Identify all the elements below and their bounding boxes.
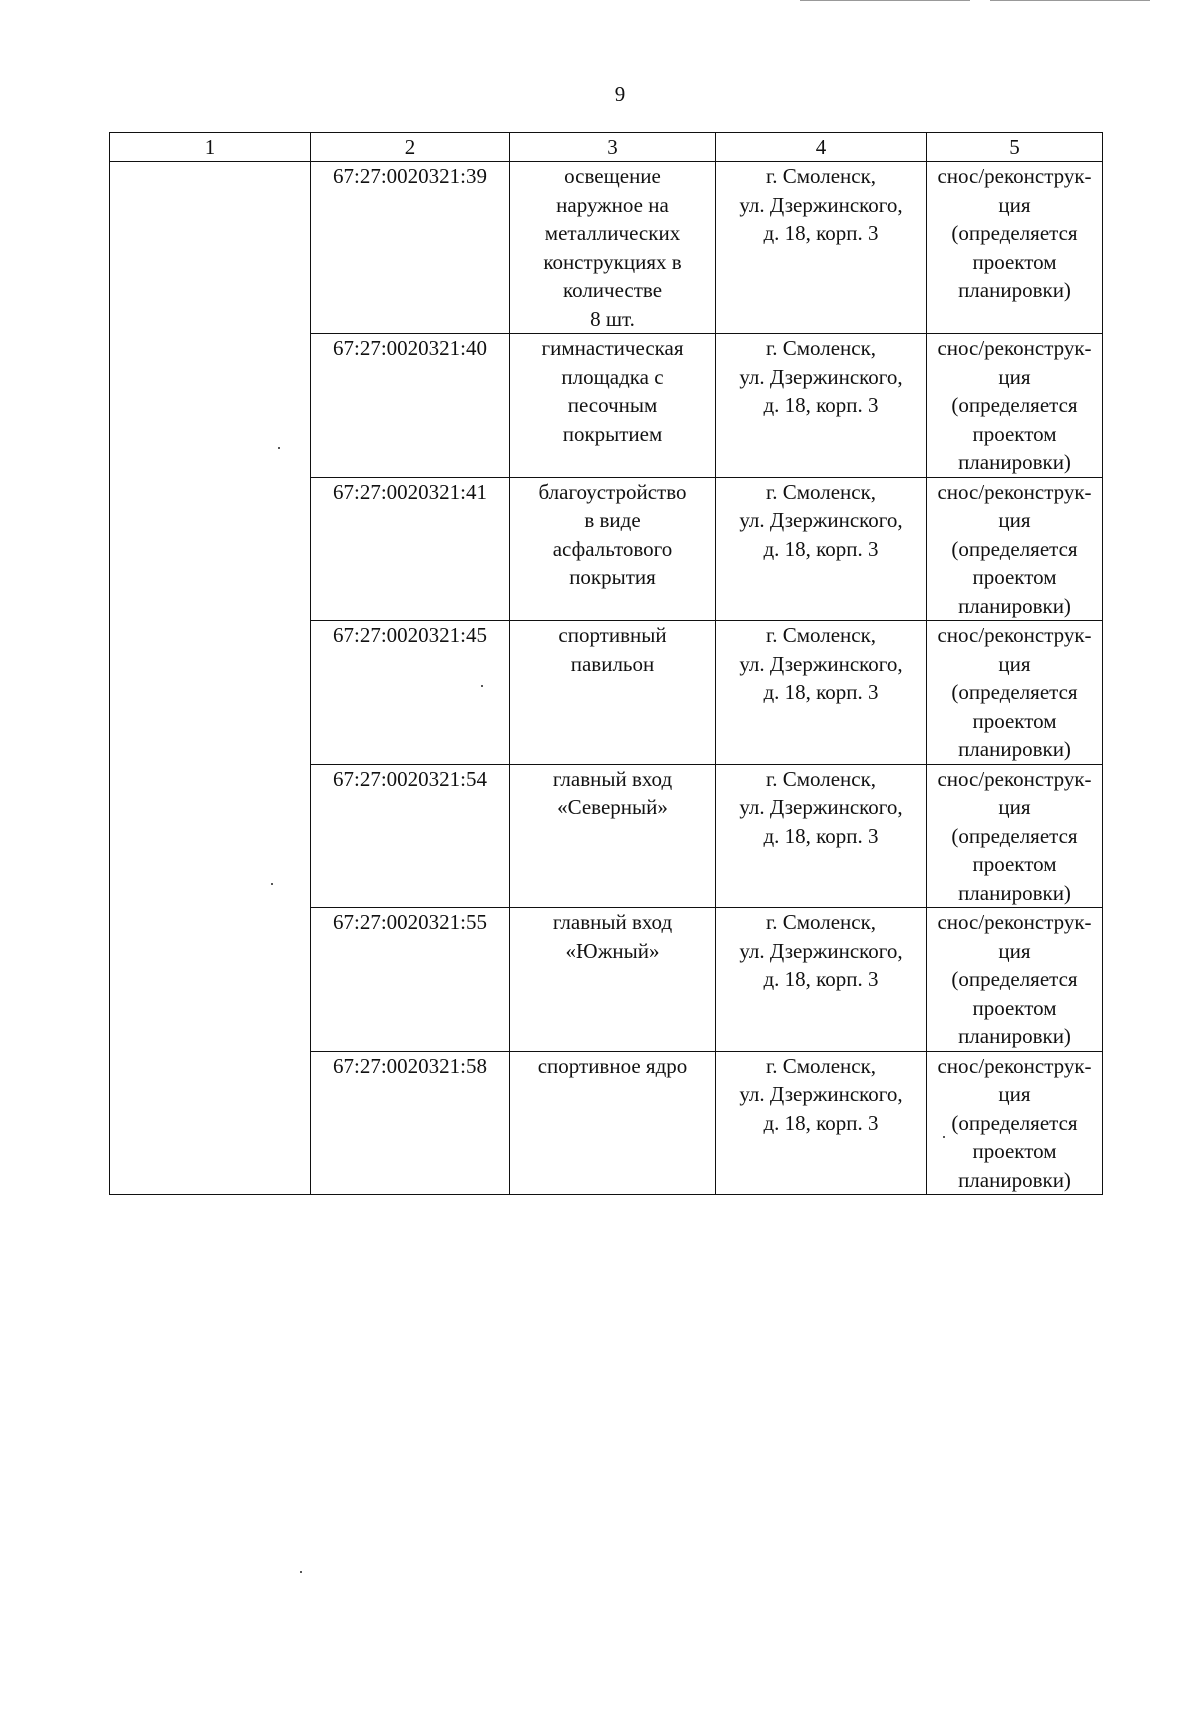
table-row xyxy=(110,162,1103,334)
column-header-4: 4 xyxy=(716,133,927,162)
page-number: 9 xyxy=(614,82,626,106)
cadastral-number-cell: 67:27:0020321:54 xyxy=(311,764,510,908)
scan-top-rule-left xyxy=(800,0,970,1)
action-cell xyxy=(927,1051,1103,1195)
action-cell xyxy=(927,477,1103,621)
column-header-2: 2 xyxy=(311,133,510,162)
column-header-1: 1 xyxy=(110,133,311,162)
cadastral-number-cell: 67:27:0020321:41 xyxy=(311,477,510,621)
action: снос/реконструк- ция (определяется проектом планировки) xyxy=(937,1053,1092,1192)
address: г. Смоленск, ул. Дзержинского, д. 18, корп. 3 xyxy=(739,910,903,991)
action: снос/реконструк- ция (определяется проектом планировки) xyxy=(937,910,1092,1048)
object-name: освещение наружное на металлических конструкциях в количестве 8 шт. xyxy=(543,164,682,331)
object-name: спортивный павильон xyxy=(558,623,667,676)
object-name-cell xyxy=(510,1051,716,1195)
address-cell xyxy=(716,621,927,765)
address-cell xyxy=(716,334,927,478)
action: снос/реконструк- ция (определяется проектом планировки) xyxy=(937,164,1092,302)
action-cell xyxy=(927,162,1103,334)
address: г. Смоленск, ул. Дзержинского, д. 18, корп. 3 xyxy=(739,623,903,704)
cadastral-number-cell: 67:27:0020321:39 xyxy=(311,162,510,334)
object-name-cell xyxy=(510,621,716,765)
action: снос/реконструк- ция (определяется проектом планировки) xyxy=(937,766,1092,905)
address-cell xyxy=(716,162,927,334)
group-cell xyxy=(110,162,311,1195)
address: г. Смоленск, ул. Дзержинского, д. 18, корп. 3 xyxy=(739,1053,903,1135)
address-cell xyxy=(716,477,927,621)
object-name: главный вход «Северный» xyxy=(552,766,673,819)
action-cell xyxy=(927,621,1103,765)
scan-speck xyxy=(278,447,280,449)
object-name-cell xyxy=(510,162,716,334)
action: снос/реконструк- ция (определяется проектом планировки) xyxy=(937,336,1092,474)
address-cell xyxy=(716,908,927,1052)
address: г. Смоленск, ул. Дзержинского, д. 18, корп. 3 xyxy=(739,164,903,245)
object-name: спортивное ядро xyxy=(537,1053,688,1078)
cadastral-number-cell: 67:27:0020321:40 xyxy=(311,334,510,478)
cadastral-number-cell: 67:27:0020321:58 xyxy=(311,1051,510,1195)
column-header-5: 5 xyxy=(927,133,1103,162)
object-name: главный вход «Южный» xyxy=(552,910,673,963)
action: снос/реконструк- ция (определяется проектом планировки) xyxy=(937,479,1092,618)
object-name-cell xyxy=(510,908,716,1052)
cadastral-number-cell: 67:27:0020321:55 xyxy=(311,908,510,1052)
object-name-cell xyxy=(510,334,716,478)
cadastral-number-cell: 67:27:0020321:45 xyxy=(311,621,510,765)
action: снос/реконструк- ция (определяется проектом планировки) xyxy=(937,623,1092,761)
scan-speck xyxy=(271,883,273,885)
scan-speck xyxy=(943,1136,945,1138)
address-cell xyxy=(716,764,927,908)
object-name: гимнастическая площадка с песочным покрытием xyxy=(541,336,684,446)
object-name: благоустройство в виде асфальтового покрытия xyxy=(538,479,687,589)
column-header-3: 3 xyxy=(510,133,716,162)
address: г. Смоленск, ул. Дзержинского, д. 18, корп. 3 xyxy=(739,336,903,417)
action-cell xyxy=(927,334,1103,478)
scan-top-rule-right xyxy=(990,0,1150,1)
action-cell xyxy=(927,908,1103,1052)
table-header-row xyxy=(110,133,1103,162)
action-cell xyxy=(927,764,1103,908)
objects-table xyxy=(109,132,1103,1195)
address-cell xyxy=(716,1051,927,1195)
table-body xyxy=(110,162,1103,1195)
object-name-cell xyxy=(510,477,716,621)
address: г. Смоленск, ул. Дзержинского, д. 18, корп. 3 xyxy=(739,479,903,561)
scan-speck xyxy=(300,1571,302,1573)
object-name-cell xyxy=(510,764,716,908)
scan-speck xyxy=(481,685,483,687)
address: г. Смоленск, ул. Дзержинского, д. 18, корп. 3 xyxy=(739,766,903,848)
